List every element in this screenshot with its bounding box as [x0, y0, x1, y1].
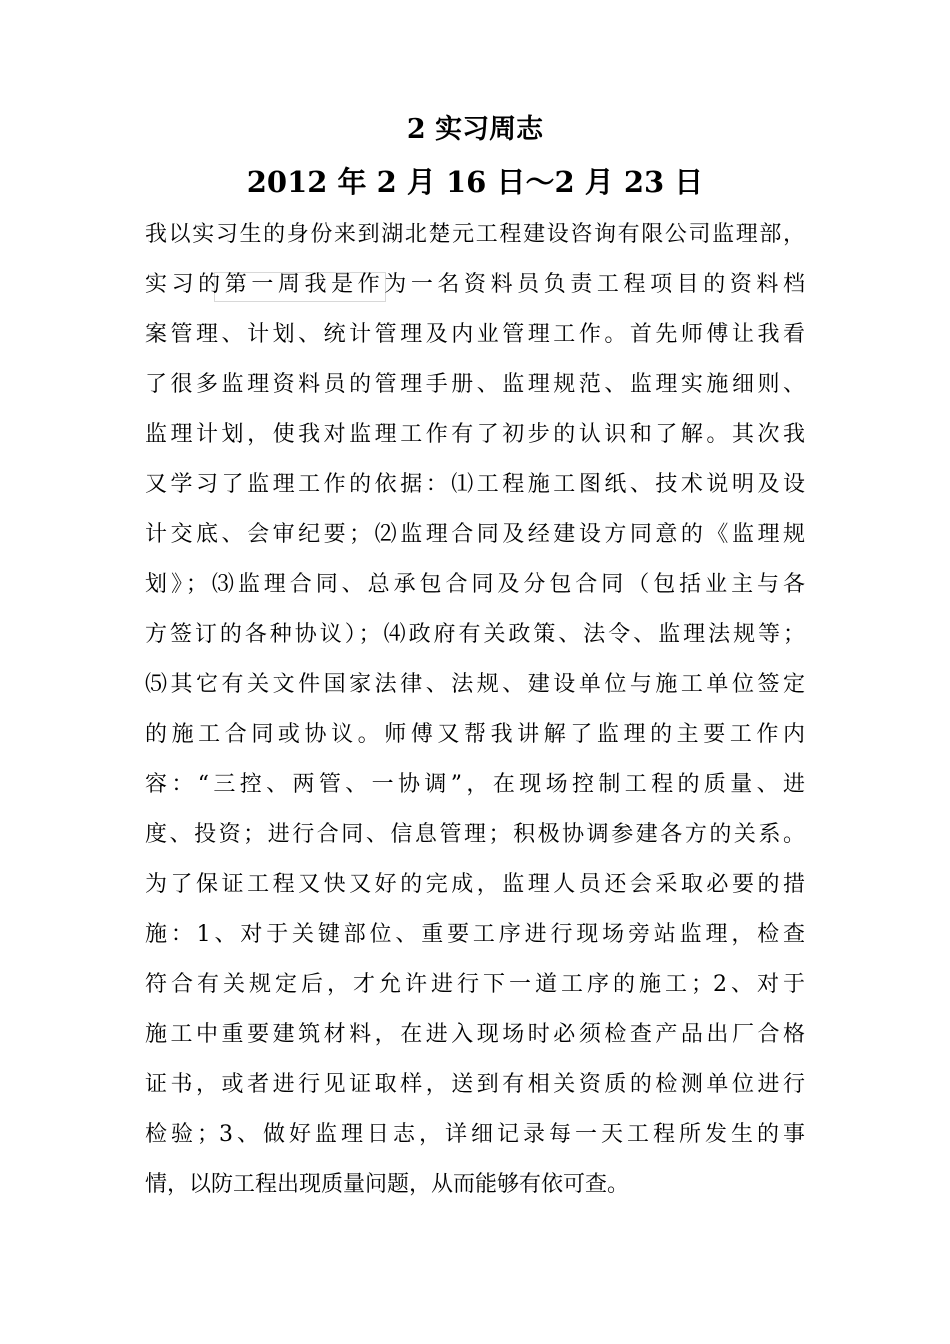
body-line: 容：“三控、两管、一协调”，在现场控制工程的质量、进	[145, 772, 805, 797]
body-line: 的施工合同或协议。师傅又帮我讲解了监理的主要工作内	[145, 722, 805, 747]
body-line: 我以实习生的身份来到湖北楚元工程建设咨询有限公司监理部，	[145, 222, 805, 247]
body-line: 方签订的各种协议）；⑷政府有关政策、法令、监理法规等；	[145, 622, 805, 647]
body-line: 又学习了监理工作的依据：⑴工程施工图纸、技术说明及设	[145, 472, 805, 497]
body-line: 计交底、会审纪要；⑵监理合同及经建设方同意的《监理规	[145, 522, 805, 547]
body-line: 证书，或者进行见证取样，送到有相关资质的检测单位进行	[145, 1072, 805, 1097]
body-line: 施：1、对于关键部位、重要工序进行现场旁站监理，检查	[145, 922, 805, 947]
body-line: 了很多监理资料员的管理手册、监理规范、监理实施细则、	[145, 372, 805, 397]
body-line: 情，以防工程出现质量问题，从而能够有依可查。	[145, 1172, 630, 1197]
body-line: 施工中重要建筑材料，在进入现场时必须检查产品出厂合格	[145, 1022, 805, 1047]
body-line: 实习的第一周我是作为一名资料员负责工程项目的资料档	[145, 272, 805, 297]
body-line: 检验；3、做好监理日志，详细记录每一天工程所发生的事	[145, 1122, 805, 1147]
body-line: 监理计划，使我对监理工作有了初步的认识和了解。其次我	[145, 422, 805, 447]
section-heading: 2 实习周志	[406, 114, 544, 145]
body-line: 符合有关规定后，才允许进行下一道工序的施工；2、对于	[145, 972, 805, 997]
body-line: 度、投资；进行合同、信息管理；积极协调参建各方的关系。	[145, 822, 805, 847]
body-line: 为了保证工程又快又好的完成，监理人员还会采取必要的措	[145, 872, 805, 897]
body-line: ⑸其它有关文件国家法律、法规、建设单位与施工单位签定	[145, 672, 805, 697]
body-line: 划》；⑶监理合同、总承包合同及分包合同（包括业主与各	[145, 572, 805, 597]
date-range-heading: 2012 年 2 月 16 日～2 月 23 日	[246, 165, 704, 199]
body-line: 案管理、计划、统计管理及内业管理工作。首先师傅让我看	[145, 322, 805, 347]
